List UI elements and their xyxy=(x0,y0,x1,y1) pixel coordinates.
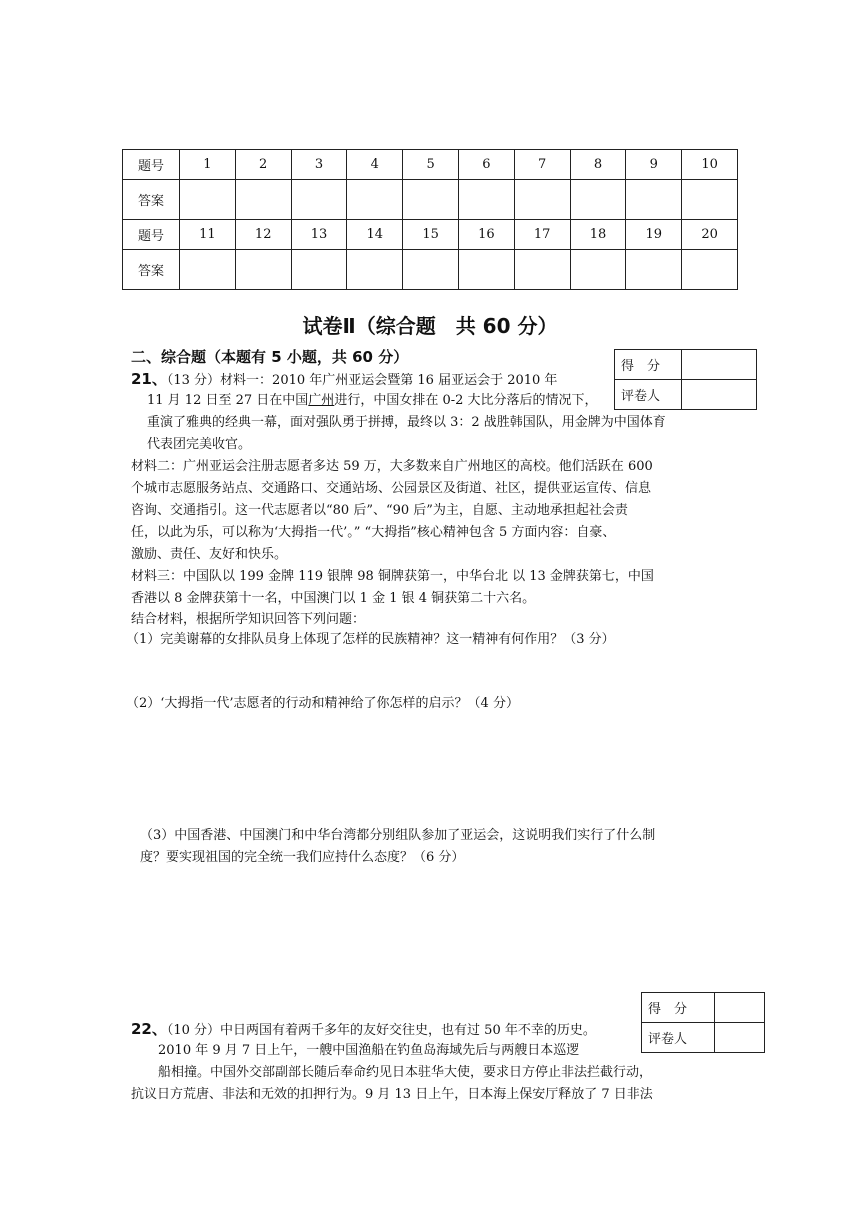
table-row xyxy=(123,220,738,250)
paper-title: 试卷Ⅱ（综合题 共 60 分） xyxy=(302,314,558,338)
q21-line xyxy=(147,391,598,411)
q22-line: 抗议日方荒唐、非法和无效的扣押行为。9 月 13 日上午，日本海上保安厅释放了 7 日非法 xyxy=(131,1087,653,1102)
q21-line: 激励、责任、友好和快乐。 xyxy=(131,547,288,562)
answer-cell[interactable] xyxy=(403,180,459,220)
question-number: 17 xyxy=(514,220,570,250)
answer-cell[interactable] xyxy=(514,180,570,220)
answer-cell[interactable] xyxy=(235,250,291,290)
q21-subquestion-2: （2）‘大拇指一代’志愿者的行动和精神给了你怎样的启示？（4 分） xyxy=(126,696,519,711)
section-heading: 二、综合题（本题有 5 小题，共 60 分） xyxy=(131,348,409,366)
question-number: 2 xyxy=(235,150,291,180)
number-label: 题号 xyxy=(123,150,180,180)
score-box xyxy=(614,349,757,410)
question-number: 20 xyxy=(682,220,738,250)
question-number: 16 xyxy=(458,220,514,250)
q21-line xyxy=(131,369,557,391)
question-number: 9 xyxy=(626,150,682,180)
q21-line: 咨询、交通指引。这一代志愿者以“80 后”、“90 后”为主，自愿、主动地承担起社会责 xyxy=(131,503,628,518)
answer-cell[interactable] xyxy=(180,180,236,220)
answer-cell[interactable] xyxy=(291,180,347,220)
q21-line: 重演了雅典的经典一幕，面对强队勇于拼搏，最终以 3：2 战胜韩国队，用金牌为中国体育 xyxy=(147,415,666,430)
table-row xyxy=(123,150,738,180)
answer-cell[interactable] xyxy=(458,180,514,220)
answer-cell[interactable] xyxy=(682,250,738,290)
q22-line: 2010 年 9 月 7 日上午，一艘中国渔船在钓鱼岛海域先后与两艘日本巡逻 xyxy=(158,1043,580,1058)
question-number: 14 xyxy=(347,220,403,250)
q21-line: 材料二：广州亚运会注册志愿者多达 59 万，大多数来自广州地区的高校。他们活跃在 600 xyxy=(131,459,653,474)
answer-cell[interactable] xyxy=(514,250,570,290)
q21-line: 任，以此为乐，可以称为‘大拇指一代’。” “大拇指”核心精神包含 5 方面内容：自豪、 xyxy=(131,525,616,540)
answer-cell[interactable] xyxy=(458,250,514,290)
score-cell[interactable] xyxy=(682,350,757,380)
score-label: 得 分 xyxy=(615,350,682,380)
answer-cell[interactable] xyxy=(180,250,236,290)
question-number: 15 xyxy=(403,220,459,250)
q21-line: 个城市志愿服务站点、交通路口、交通站场、公园景区及街道、社区，提供亚运宣传、信息 xyxy=(131,481,652,496)
grader-cell[interactable] xyxy=(715,1023,765,1053)
q22-text: （10 分）中日两国有着两千多年的友好交往史，也有过 50 年不幸的历史。 xyxy=(166,1023,596,1038)
answer-cell[interactable] xyxy=(570,180,626,220)
question-number: 12 xyxy=(235,220,291,250)
question-number: 18 xyxy=(570,220,626,250)
question-number: 13 xyxy=(291,220,347,250)
question-number: 19 xyxy=(626,220,682,250)
answer-cell[interactable] xyxy=(403,250,459,290)
grader-label: 评卷人 xyxy=(615,380,682,410)
question-number: 1 xyxy=(180,150,236,180)
question-number: 22、 xyxy=(131,1020,167,1038)
table-row xyxy=(123,250,738,290)
answer-cell[interactable] xyxy=(347,180,403,220)
q21-text: （13 分）材料一：2010 年广州亚运会暨第 16 届亚运会于 2010 年 xyxy=(166,373,558,388)
answer-cell[interactable] xyxy=(626,250,682,290)
answer-cell[interactable] xyxy=(570,250,626,290)
answer-table xyxy=(122,149,738,290)
score-label: 得 分 xyxy=(642,993,715,1023)
answer-label: 答案 xyxy=(123,180,180,220)
number-label: 题号 xyxy=(123,220,180,250)
answer-cell[interactable] xyxy=(682,180,738,220)
q21-text: 11 月 12 日至 27 日在中国 xyxy=(147,393,309,408)
q21-subquestion-1: （1）完美谢幕的女排队员身上体现了怎样的民族精神？这一精神有何作用？（3 分） xyxy=(126,632,615,647)
question-number: 4 xyxy=(347,150,403,180)
answer-cell[interactable] xyxy=(235,180,291,220)
q21-line: 代表团完美收官。 xyxy=(147,437,252,452)
grader-label: 评卷人 xyxy=(642,1023,715,1053)
answer-cell[interactable] xyxy=(291,250,347,290)
question-number: 21、 xyxy=(131,370,167,388)
q21-subquestion-3: 度？要实现祖国的完全统一我们应持什么态度？（6 分） xyxy=(140,850,465,865)
score-cell[interactable] xyxy=(715,993,765,1023)
question-number: 8 xyxy=(570,150,626,180)
q21-subquestion-3: （3）中国香港、中国澳门和中华台湾都分别组队参加了亚运会，这说明我们实行了什么制 xyxy=(140,828,656,843)
q21-line: 材料三：中国队以 199 金牌 119 银牌 98 铜牌获第一，中华台北 以 13 金牌获第七，中国 xyxy=(131,569,654,584)
question-number: 3 xyxy=(291,150,347,180)
q21-text: 进行，中国女排在 0-2 大比分落后的情况下， xyxy=(334,393,598,408)
score-box xyxy=(641,992,765,1053)
q21-line: 香港以 8 金牌获第十一名，中国澳门以 1 金 1 银 4 铜获第二十六名。 xyxy=(131,591,536,606)
q22-line xyxy=(131,1019,596,1041)
q21-line: 结合材料，根据所学知识回答下列问题： xyxy=(131,612,366,627)
grader-cell[interactable] xyxy=(682,380,757,410)
table-row xyxy=(123,180,738,220)
question-number: 11 xyxy=(180,220,236,250)
answer-cell[interactable] xyxy=(626,180,682,220)
q22-line: 船相撞。中国外交部副部长随后奉命约见日本驻华大使，要求日方停止非法拦截行动， xyxy=(158,1065,653,1080)
question-number: 7 xyxy=(514,150,570,180)
q21-underlined-text: 广州 xyxy=(308,393,335,408)
question-number: 10 xyxy=(682,150,738,180)
answer-label: 答案 xyxy=(123,250,180,290)
answer-cell[interactable] xyxy=(347,250,403,290)
question-number: 6 xyxy=(458,150,514,180)
question-number: 5 xyxy=(403,150,459,180)
